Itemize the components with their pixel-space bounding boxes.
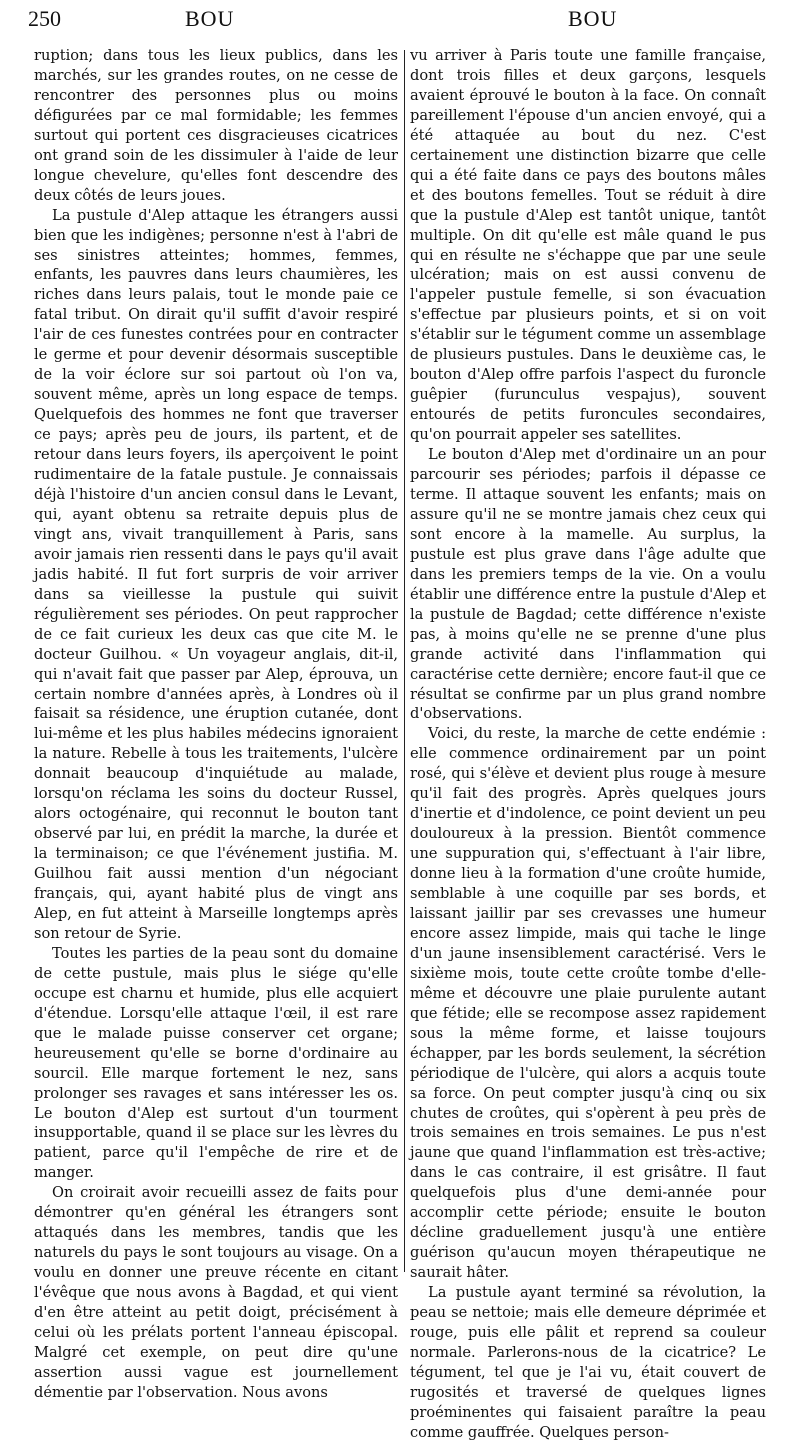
left-column bbox=[34, 46, 398, 1403]
column-divider bbox=[404, 50, 405, 1272]
paragraph: Voici, du reste, la marche de cette endémie : elle commence ordinairement par un point rosé, qui s'élève et devient plus rouge à mesure qu'il fait des progrès. Après quelques jours d'inertie et d'indolence, ce point devient un peu douloureux à la pression. Bientôt commence une suppuration qui, s'effectuant à l'air libre, donne lieu à la formation d'une croûte humide, semblable à une coquille par ses bords, et laissant jaillir par ses crevasses une humeur encore assez limpide, mais qui tache le linge d'un jaune insensiblement caractérisé. Vers le sixième mois, toute cette croûte tombe d'elle-même et découvre une plaie purulente autant que fétide; elle se recompose assez rapidement sous la même forme, et laisse toujours échapper, par les bords seulement, la sécrétion périodique de l'ulcère, qui alors a acquis toute sa force. On peut compter jusqu'à cinq ou six chutes de croûtes, qui s'opèrent à peu près de trois semaines en trois semaines. Le pus n'est jaune que quand l'inflammation est très-active; dans le cas contraire, il est grisâtre. Il faut quelquefois plus d'une demi-année pour accomplir cette période; ensuite le bouton décline graduellement jusqu'à une entière guérison qu'aucun moyen thérapeutique ne saurait hâter. bbox=[410, 725, 766, 1282]
paragraph: vu arriver à Paris toute une famille française, dont trois filles et deux garçons, lesquels avaient éprouvé le bouton à la face. On connaît pareillement l'épouse d'un ancien envoyé, qui a été attaquée au bout du nez. C'est certainement une distinction bizarre que celle qui a été faite dans ce pays des boutons mâles et des boutons femelles. Tout se réduit à dire que la pustule d'Alep est tantôt unique, tantôt multiple. On dit qu'elle est mâle quand le pus qui en résulte ne s'échappe que par une seule ulcération; mais on est aussi convenu de l'appeler pustule femelle, si son évacuation s'effectue par plusieurs points, et si on voit s'établir sur le tégument comme un assemblage de plusieurs pustules. Dans le deuxième cas, le bouton d'Alep offre parfois l'aspect du furoncle guêpier (furunculus vespajus), souvent entourés de petits furoncules secondaires, qu'on pourrait appeler ses satellites. bbox=[410, 47, 766, 444]
running-head-left: BOU bbox=[185, 6, 235, 31]
paragraph: La pustule d'Alep attaque les étrangers aussi bien que les indigènes; personne n'est à l'abri de ses sinistres atteintes; hommes, femmes, enfants, les pauvres dans leurs chaumières, les riches dans leurs palais, tout le monde paie ce fatal tribut. On dirait qu'il suffit d'avoir respiré l'air de ces funestes contrées pour en contracter le germe et pour devenir désormais susceptible de la voir éclore sur soi partout où l'on va, souvent même, après un long espace de temps. Quelquefois des hommes ne font que traverser ce pays; après peu de jours, ils partent, et de retour dans leurs foyers, ils aperçoivent le point rudimentaire de la fatale pustule. Je connaissais déjà l'histoire d'un ancien consul dans le Levant, qui, ayant obtenu sa retraite depuis plus de vingt ans, vivait tranquillement à Paris, sans avoir jamais rien ressenti dans le pays qu'il avait jadis habité. Il fut fort surpris de voir arriver dans sa vieillesse la pustule qui suivit régulièrement ses périodes. On peut rapprocher de ce fait curieux les deux cas que cite M. le docteur Guilhou. « Un voyageur anglais, dit-il, qui n'avait fait que passer par Alep, éprouva, un certain nombre d'années après, à Londres où il faisait sa résidence, une éruption cutanée, dont lui-même et les plus habiles médecins ignoraient la nature. Rebelle à tous les traitements, l'ulcère donnait beaucoup d'inquiétude au malade, lorsqu'on réclama les soins du docteur Russel, alors octogénaire, qui reconnut le bouton tant observé par lui, en prédit la marche, la durée et la terminaison; ce que l'événement justifia. M. Guilhou fait aussi mention d'un négociant français, qui, ayant habité plus de vingt ans Alep, en fut atteint à Marseille longtemps après son retour de Syrie. bbox=[34, 206, 398, 942]
page-number: 250 bbox=[28, 6, 61, 31]
right-column bbox=[410, 46, 766, 1443]
paragraph: Le bouton d'Alep met d'ordinaire un an pour parcourir ses périodes; parfois il dépasse ce terme. Il attaque souvent les enfants; mais on assure qu'il ne se montre jamais chez ceux qui sont encore à la mamelle. Au surplus, la pustule est plus grave dans l'âge adulte que dans les premiers temps de la vie. On a voulu établir une différence entre la pustule d'Alep et la pustule de Bagdad; cette différence n'existe pas, à moins qu'elle ne se prenne d'une plus grande activité dans l'inflammation qui caractérise cette dernière; encore faut-il que ce résultat se confirme par un plus grand nombre d'observations. bbox=[410, 446, 766, 723]
paragraph: Toutes les parties de la peau sont du domaine de cette pustule, mais plus le siége qu'elle occupe est charnu et humide, plus elle acquiert d'étendue. Lorsqu'elle attaque l'œil, il est rare que le malade puisse conserver cet organe; heureusement qu'elle se borne d'ordinaire au sourcil. Elle marque fortement le nez, sans prolonger ses ravages et sans intéresser les os. Le bouton d'Alep est surtout d'un tourment insupportable, quand il se place sur les lèvres du patient, parce qu'il l'empêche de rire et de manger. bbox=[34, 944, 398, 1182]
paragraph: La pustule ayant terminé sa révolution, la peau se nettoie; mais elle demeure déprimée et rouge, puis elle pâlit et reprend sa couleur normale. Parlerons-nous de la cicatrice? Le tégument, tel que je l'ai vu, était couvert de rugosités et traversé de quelques lignes proéminentes qui faisaient paraître la peau comme gauffrée. Quelques person- bbox=[410, 1284, 766, 1441]
paragraph: ruption; dans tous les lieux publics, dans les marchés, sur les grandes routes, on ne cesse de rencontrer des personnes plus ou moins défigurées par ce mal formidable; les femmes surtout qui portent ces disgracieuses cicatrices ont grand soin de les dissimuler à l'aide de leur longue chevelure, qu'elles font descendre des deux côtés de leurs joues. bbox=[34, 47, 398, 204]
page-header bbox=[0, 2, 800, 42]
running-head-right: BOU bbox=[568, 6, 618, 31]
paragraph: On croirait avoir recueilli assez de faits pour démontrer qu'en général les étrangers sont attaqués dans les membres, tandis que les naturels du pays le sont toujours au visage. On a voulu en donner une preuve récente en citant l'évêque que nous avons à Bagdad, et qui vient d'en être atteint au petit doigt, précisément à celui où les prélats portent l'anneau épiscopal. Malgré cet exemple, on peut dire qu'une assertion aussi vague est journellement démentie par l'observation. Nous avons bbox=[34, 1184, 398, 1401]
